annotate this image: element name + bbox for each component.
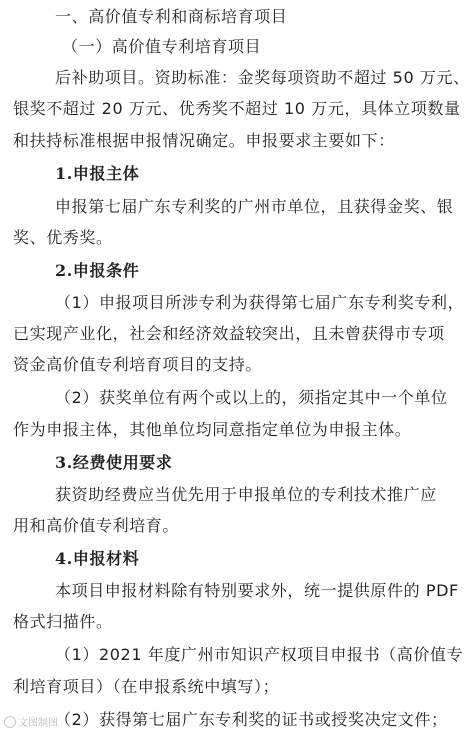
paragraph-line: 格式扫描件。 [13, 612, 113, 631]
section-heading: 一、高价值专利和商标培育项目 [55, 7, 288, 26]
item-heading: 1.申报主体 [55, 164, 140, 183]
paragraph-line: （1）申报项目所涉专利为获得第七届广东专利奖专利， [55, 293, 465, 312]
paragraph-line: 后补助项目。资助标准：金奖每项资助不超过 50 万元、 [55, 68, 470, 87]
paragraph-line: 银奖不超过 20 万元、优秀奖不超过 10 万元，具体立项数量 [13, 99, 461, 118]
watermark-text: 文图制图 [18, 718, 58, 729]
subsection-heading: （一）高价值专利培育项目 [62, 37, 262, 56]
paragraph-line: 资金高价值专利培育项目的支持。 [13, 355, 263, 374]
item-heading: 2.申报条件 [55, 261, 140, 280]
paragraph-line: 获资助经费应当优先用于申报单位的专利技术推广应 [55, 485, 437, 504]
paragraph-line: 本项目申报材料除有特别要求外，统一提供原件的 PDF [55, 581, 459, 600]
watermark-logo-icon [4, 716, 16, 728]
paragraph-line: 已实现产业化，社会和经济效益较突出，且未曾获得市专项 [13, 324, 445, 343]
paragraph-line: （1）2021 年度广州市知识产权项目申报书（高价值专 [55, 645, 464, 664]
paragraph-line: 奖、优秀奖。 [13, 228, 113, 247]
paragraph-line: 和扶持标准根据申报情况确定。申报要求主要如下： [13, 131, 395, 150]
paragraph-line: 利培育项目）（在申报系统中填写）； [13, 677, 280, 696]
item-heading: 4.申报材料 [55, 549, 140, 568]
watermark [4, 716, 58, 730]
paragraph-line: （2）获奖单位有两个或以上的，须指定其中一个单位 [55, 388, 448, 407]
paragraph-line: 用和高价值专利培育。 [13, 516, 180, 535]
paragraph-line: 作为申报主体，其他单位均同意指定单位为申报主体。 [13, 420, 412, 439]
paragraph-line: （2）获得第七届广东专利奖的证书或授奖决定文件； [55, 710, 448, 729]
item-heading: 3.经费使用要求 [55, 453, 173, 472]
paragraph-line: 申报第七届广东专利奖的广州市单位，且获得金奖、银 [55, 197, 454, 216]
